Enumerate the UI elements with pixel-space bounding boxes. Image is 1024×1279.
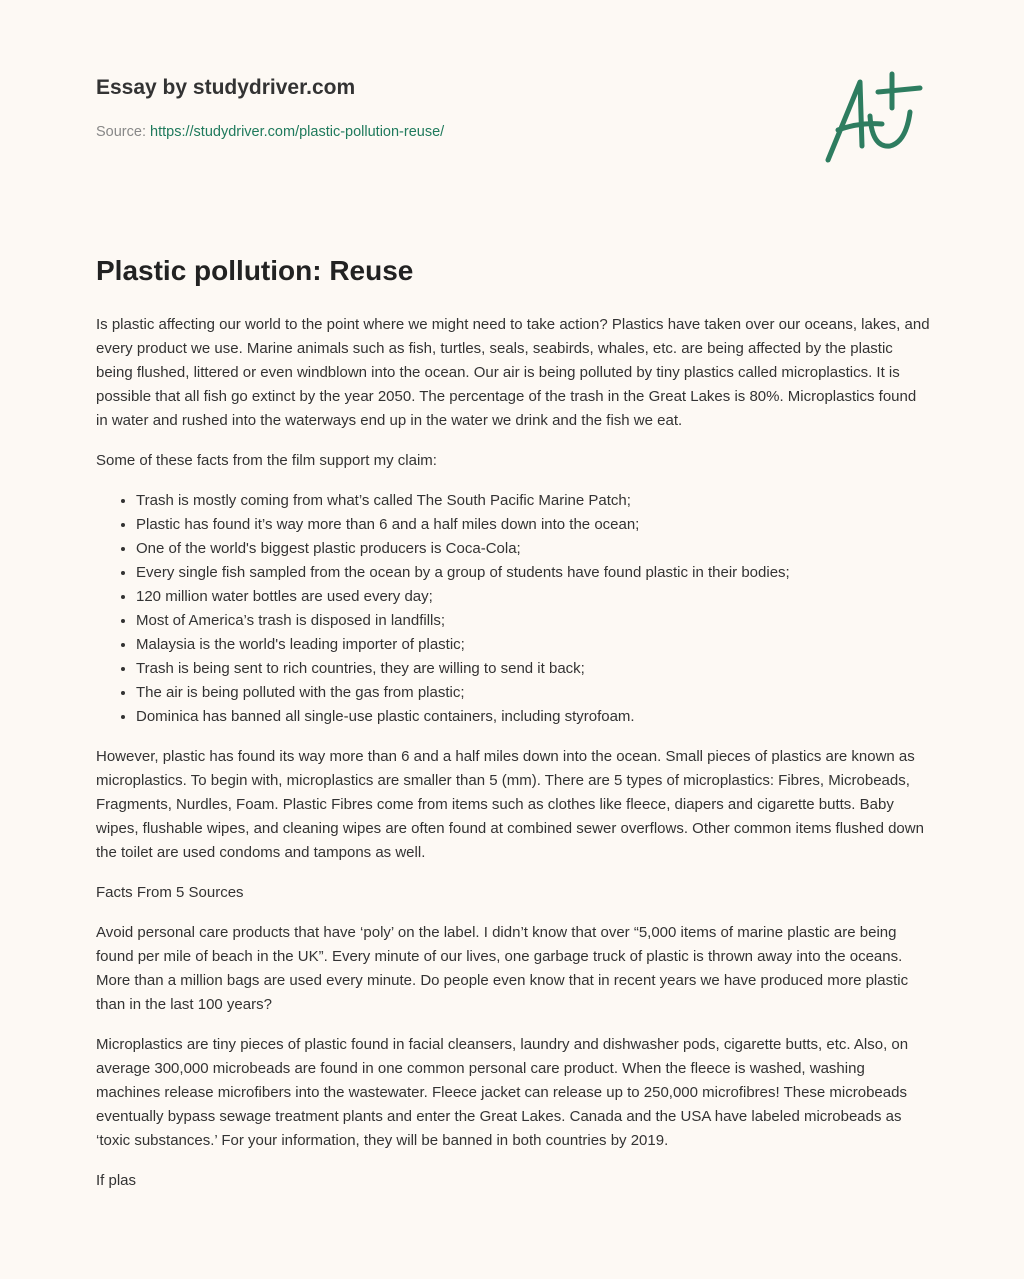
list-item: • Dominica has banned all single-use plastic containers, including styrofoam. (136, 705, 932, 729)
essay-content (96, 255, 932, 1209)
paragraph: Avoid personal care products that have ‘poly’ on the label. I didn’t know that over “5,000 items of marine plastic are being found per mile of beach in the UK”. Every minute of our lives, one garbage truck of plastic is thrown away into the oceans. More than a million bags are used every minute. Do people even know that in recent years we have produced more plastic than in the last 100 years? (96, 924, 909, 1013)
list-item: • Trash is being sent to rich countries, they are willing to send it back; (136, 657, 932, 681)
a-plus-logo-icon (820, 68, 930, 168)
list-item: • Every single fish sampled from the ocean by a group of students have found plastic in their bodies; (136, 561, 932, 585)
list-item: • Most of America’s trash is disposed in landfills; (136, 609, 932, 633)
paragraph-truncated: If plas (96, 1172, 137, 1189)
paragraph: However, plastic has found its way more than 6 and a half miles down into the ocean. Small pieces of plastics are known as microplastics. To begin with, microplastics are smaller than 5 (mm). There are 5 types of microplastics: Fibres, Microbeads, Fragments, Nurdles, Foam. Plastic Fibres come from items such as clothes like fleece, diapers and cigarette butts. Baby wipes, flushable wipes, and cleaning wipes are often found at combined sewer overflows. Other common items flushed down the toilet are used condoms and tampons as well. (96, 748, 924, 861)
list-item: • The air is being polluted with the gas from plastic; (136, 681, 932, 705)
facts-list (96, 489, 932, 729)
paragraph: Facts From 5 Sources (96, 884, 244, 901)
source-link[interactable]: https://studydriver.com/plastic-pollution-reuse/ (150, 124, 445, 140)
paragraph: Is plastic affecting our world to the point where we might need to take action? Plastics have taken over our oceans, lakes, and every product we use. Marine animals such as fish, turtles, seals, seabirds, whales, etc. are being affected by the plastic being flushed, littered or even windblown into the ocean. Our air is being polluted by tiny plastics called microplastics. It is possible that all fish go extinct by the year 2050. The percentage of the trash in the Great Lakes is 80%. Microplastics found in water and rushed into the waterways end up in the water we drink and the fish we eat. (96, 316, 930, 429)
source-label: Source: (96, 124, 146, 140)
list-item: • 120 million water bottles are used every day; (136, 585, 932, 609)
list-item: • Trash is mostly coming from what’s called The South Pacific Marine Patch; (136, 489, 932, 513)
paragraph: Microplastics are tiny pieces of plastic found in facial cleansers, laundry and dishwasher pods, cigarette butts, etc. Also, on average 300,000 microbeads are found in one common personal care product. When the fleece is washed, washing machines release microfibers into the wastewater. Fleece jacket can release up to 250,000 microfibres! These microbeads eventually bypass sewage treatment plants and enter the Great Lakes. Canada and the USA have labeled microbeads as ‘toxic substances.’ For your information, they will be banned in both countries by 2019. (96, 1036, 909, 1149)
list-item: • One of the world's biggest plastic producers is Coca-Cola; (136, 537, 932, 561)
paragraph: Some of these facts from the film support my claim: (96, 452, 437, 469)
source-line (96, 124, 444, 140)
list-item: • Plastic has found it’s way more than 6 and a half miles down into the ocean; (136, 513, 932, 537)
essay-title: Plastic pollution: Reuse (96, 255, 414, 286)
site-title: Essay by studydriver.com (96, 76, 356, 99)
list-item: • Malaysia is the world's leading importer of plastic; (136, 633, 932, 657)
